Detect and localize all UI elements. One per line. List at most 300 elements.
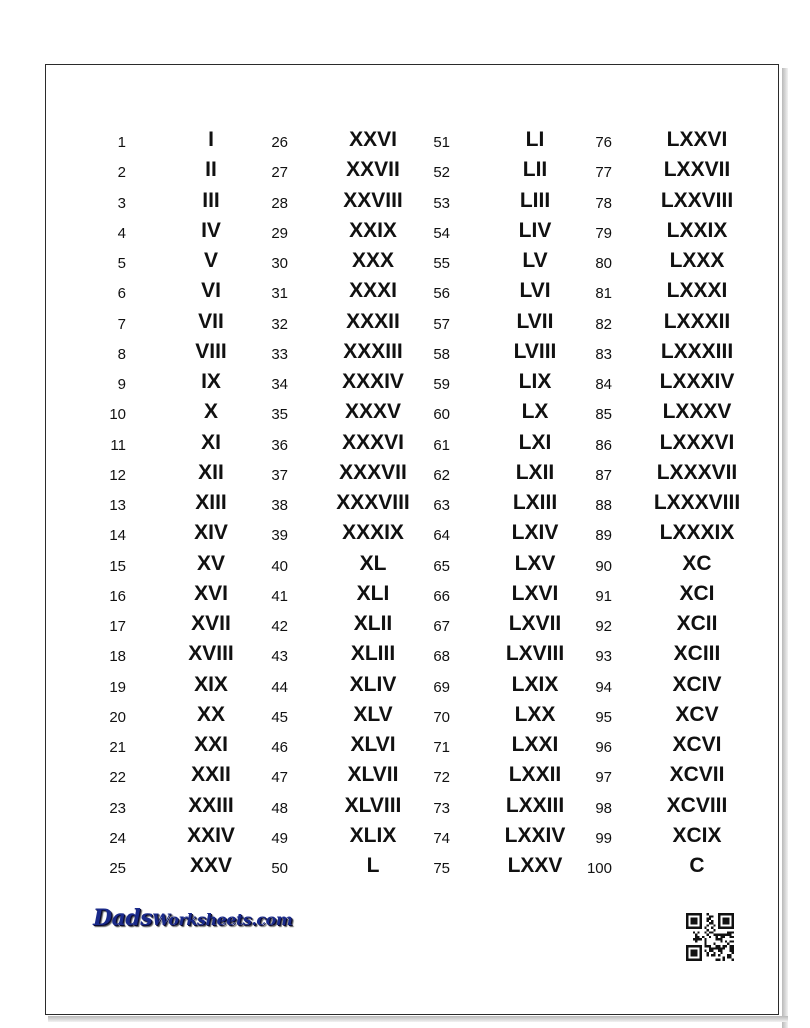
- arabic-number: 25: [109, 860, 126, 877]
- roman-numeral: VI: [201, 279, 221, 303]
- roman-numeral: XLVII: [347, 763, 399, 787]
- roman-numeral: XLI: [356, 581, 390, 605]
- roman-numeral: LVIII: [513, 339, 557, 363]
- numeral-row: [390, 853, 565, 883]
- roman-numeral: X: [203, 400, 218, 424]
- arabic-number: 46: [271, 739, 288, 756]
- numeral-row: [390, 309, 565, 339]
- roman-numeral: LIII: [519, 188, 551, 212]
- numeral-row: [552, 732, 727, 762]
- roman-numeral: LXXI: [511, 733, 559, 756]
- numeral-row: [390, 551, 565, 581]
- arabic-number: 13: [109, 497, 126, 514]
- roman-numeral: XLII: [353, 612, 393, 635]
- roman-numeral: XI: [201, 430, 221, 454]
- arabic-number: 36: [271, 436, 288, 454]
- roman-numeral: LV: [522, 249, 548, 272]
- arabic-number: 72: [433, 769, 450, 787]
- numeral-row: [228, 248, 403, 278]
- numeral-row: [228, 732, 403, 762]
- numeral-row: [552, 641, 727, 671]
- arabic-number: 82: [595, 315, 612, 333]
- roman-numeral: LIV: [518, 218, 552, 242]
- arabic-number: 94: [595, 678, 612, 696]
- numeral-row: [228, 520, 403, 550]
- roman-numeral: VII: [198, 309, 224, 333]
- roman-numeral: XCII: [676, 612, 718, 635]
- numeral-row: [552, 762, 727, 792]
- arabic-number: 61: [433, 436, 450, 454]
- roman-numeral: XII: [198, 460, 224, 484]
- numeral-row: [390, 369, 565, 399]
- numeral-row: [66, 702, 241, 732]
- arabic-number: 74: [433, 829, 450, 847]
- arabic-number: 59: [433, 376, 450, 393]
- numeral-row: [66, 157, 241, 187]
- numeral-row: [228, 399, 403, 429]
- roman-numeral: LXIV: [511, 521, 559, 545]
- roman-numeral: LXV: [514, 551, 556, 575]
- roman-numeral: LXX: [514, 702, 556, 726]
- numeral-row: [390, 732, 565, 762]
- roman-numeral: XC: [682, 551, 712, 575]
- numeral-row: [66, 581, 241, 611]
- arabic-number: 70: [433, 708, 450, 726]
- arabic-number: 2: [117, 164, 126, 182]
- arabic-number: 22: [109, 769, 126, 787]
- numeral-row: [228, 581, 403, 611]
- arabic-number: 85: [595, 406, 612, 424]
- numeral-row: [552, 460, 738, 490]
- numeral-column: [228, 127, 410, 883]
- roman-numeral: LXXXVIII: [653, 491, 741, 514]
- arabic-number: 93: [595, 648, 612, 666]
- arabic-number: 79: [595, 224, 612, 242]
- arabic-number: 5: [117, 255, 126, 272]
- roman-numeral: XXV: [189, 854, 233, 877]
- arabic-number: 44: [271, 678, 288, 696]
- numeral-row: [390, 278, 565, 308]
- numeral-row: [228, 793, 403, 823]
- arabic-number: 39: [271, 527, 288, 545]
- roman-numeral: LXXXI: [666, 279, 728, 303]
- numeral-row: [66, 823, 241, 853]
- roman-numeral: XCVIII: [666, 793, 728, 817]
- arabic-number: 66: [433, 587, 450, 605]
- roman-numeral: XVII: [191, 612, 231, 635]
- roman-numeral: LXXXVI: [659, 430, 735, 454]
- numeral-row: [66, 490, 241, 520]
- roman-numeral: L: [366, 854, 380, 877]
- numeral-row: [66, 339, 241, 369]
- roman-numeral: LIX: [518, 370, 552, 393]
- arabic-number: 41: [271, 587, 288, 605]
- numeral-row: [390, 490, 565, 520]
- arabic-number: 54: [433, 224, 450, 242]
- arabic-number: 95: [595, 708, 612, 726]
- arabic-number: 48: [271, 799, 288, 817]
- roman-numeral: LXXVII: [663, 158, 731, 182]
- numeral-row: [552, 551, 727, 581]
- numeral-row: [552, 611, 727, 641]
- arabic-number: 50: [271, 860, 288, 877]
- numeral-row: [66, 793, 241, 823]
- arabic-number: 49: [271, 829, 288, 847]
- arabic-number: 45: [271, 708, 288, 726]
- roman-numeral: XLVI: [350, 733, 396, 756]
- roman-numeral: XLIII: [350, 642, 396, 666]
- arabic-number: 27: [271, 164, 288, 182]
- page-shadow-bottom: [48, 1016, 788, 1022]
- numeral-row: [228, 127, 403, 157]
- arabic-number: 97: [595, 769, 612, 787]
- arabic-number: 77: [595, 164, 612, 182]
- roman-numeral: XXIII: [188, 793, 234, 817]
- arabic-number: 9: [117, 376, 126, 393]
- arabic-number: 91: [595, 587, 612, 605]
- arabic-number: 51: [433, 134, 450, 151]
- numeral-row: [228, 611, 403, 641]
- arabic-number: 96: [595, 739, 612, 756]
- arabic-number: 55: [433, 255, 450, 272]
- arabic-number: 11: [110, 436, 126, 454]
- arabic-number: 57: [433, 315, 450, 333]
- roman-numeral: XXX: [351, 249, 395, 272]
- numeral-row: [228, 218, 403, 248]
- numeral-row: [66, 218, 241, 248]
- numeral-row: [66, 732, 241, 762]
- numeral-row: [390, 188, 565, 218]
- roman-numeral: XIII: [195, 491, 227, 514]
- arabic-number: 23: [109, 799, 126, 817]
- qr-code-icon: [686, 913, 734, 961]
- numeral-column: [66, 127, 241, 883]
- roman-numeral: XCVII: [669, 763, 725, 787]
- arabic-number: 47: [271, 769, 288, 787]
- arabic-number: 19: [109, 678, 126, 696]
- numeral-columns: [46, 127, 778, 887]
- arabic-number: 34: [271, 376, 288, 393]
- numeral-row: [66, 520, 241, 550]
- numeral-row: [66, 853, 241, 883]
- arabic-number: 67: [433, 618, 450, 635]
- arabic-number: 84: [595, 376, 612, 393]
- numeral-row: [390, 339, 565, 369]
- numeral-row: [552, 188, 734, 218]
- numeral-row: [552, 369, 735, 399]
- arabic-number: 90: [595, 557, 612, 575]
- arabic-number: 42: [271, 618, 288, 635]
- arabic-number: 64: [433, 527, 450, 545]
- numeral-row: [66, 188, 241, 218]
- numeral-row: [552, 127, 727, 157]
- roman-numeral: LXXXIII: [660, 339, 734, 363]
- roman-numeral: LII: [522, 158, 548, 182]
- roman-numeral: XCV: [675, 702, 719, 726]
- arabic-number: 83: [595, 345, 612, 363]
- arabic-number: 24: [109, 829, 126, 847]
- roman-numeral: XLIX: [349, 823, 397, 847]
- roman-numeral: XCVI: [672, 733, 722, 756]
- roman-numeral: LXI: [518, 430, 552, 454]
- roman-numeral: LVI: [519, 279, 551, 303]
- numeral-row: [66, 611, 241, 641]
- numeral-row: [228, 157, 403, 187]
- roman-numeral: LXXV: [507, 854, 563, 877]
- arabic-number: 4: [117, 224, 126, 242]
- arabic-number: 76: [595, 134, 612, 151]
- roman-numeral: XXXVI: [342, 430, 404, 454]
- numeral-row: [390, 762, 565, 792]
- arabic-number: 40: [271, 557, 288, 575]
- arabic-number: 62: [433, 466, 450, 484]
- numeral-row: [390, 641, 565, 671]
- numeral-row: [66, 551, 241, 581]
- roman-numeral: IV: [201, 218, 221, 242]
- numeral-row: [552, 672, 727, 702]
- roman-numeral: XX: [196, 702, 225, 726]
- arabic-number: 52: [433, 164, 450, 182]
- numeral-row: [66, 762, 241, 792]
- arabic-number: 16: [109, 587, 126, 605]
- roman-numeral: LXXIII: [505, 793, 565, 817]
- roman-numeral: I: [208, 128, 214, 151]
- numeral-row: [66, 672, 241, 702]
- arabic-number: 60: [433, 406, 450, 424]
- roman-numeral: XXXVII: [339, 460, 407, 484]
- numeral-row: [552, 853, 727, 883]
- arabic-number: 18: [109, 648, 126, 666]
- arabic-number: 92: [595, 618, 612, 635]
- roman-numeral: IX: [201, 370, 221, 393]
- arabic-number: 68: [433, 648, 450, 666]
- numeral-row: [390, 672, 565, 702]
- roman-numeral: LXIX: [511, 672, 559, 696]
- roman-numeral: XVI: [194, 581, 228, 605]
- numeral-row: [390, 581, 565, 611]
- arabic-number: 100: [586, 860, 612, 877]
- roman-numeral: VIII: [195, 339, 227, 363]
- numeral-row: [66, 278, 241, 308]
- numeral-row: [228, 762, 403, 792]
- numeral-row: [228, 339, 403, 369]
- roman-numeral: XXVIII: [343, 188, 403, 212]
- roman-numeral: XXXIX: [342, 521, 404, 545]
- numeral-row: [390, 460, 565, 490]
- roman-numeral: XXVI: [349, 128, 397, 151]
- numeral-row: [390, 793, 565, 823]
- numeral-row: [390, 248, 565, 278]
- numeral-row: [552, 430, 735, 460]
- numeral-row: [228, 309, 403, 339]
- arabic-number: 53: [433, 194, 450, 212]
- numeral-row: [390, 702, 565, 732]
- numeral-row: [228, 490, 410, 520]
- roman-numeral: LXXXIX: [659, 521, 735, 545]
- arabic-number: 15: [109, 557, 126, 575]
- arabic-number: 8: [117, 345, 126, 363]
- roman-numeral: II: [205, 158, 217, 182]
- numeral-row: [390, 520, 565, 550]
- arabic-number: 65: [433, 557, 450, 575]
- roman-numeral: LXII: [515, 460, 555, 484]
- numeral-row: [552, 157, 731, 187]
- numeral-row: [552, 581, 727, 611]
- numeral-row: [66, 369, 241, 399]
- roman-numeral: LXXXIV: [659, 370, 735, 393]
- arabic-number: 7: [117, 315, 126, 333]
- arabic-number: 73: [433, 799, 450, 817]
- numeral-row: [390, 430, 565, 460]
- arabic-number: 80: [595, 255, 612, 272]
- roman-numeral: XXXI: [349, 279, 397, 303]
- roman-numeral: XIX: [194, 672, 228, 696]
- numeral-row: [228, 460, 407, 490]
- numeral-row: [228, 641, 403, 671]
- roman-numeral: III: [202, 188, 220, 212]
- roman-numeral: XCI: [679, 581, 715, 605]
- roman-numeral: C: [689, 854, 705, 877]
- numeral-row: [228, 188, 403, 218]
- roman-numeral: LXXX: [669, 249, 725, 272]
- numeral-row: [66, 430, 241, 460]
- arabic-number: 75: [433, 860, 450, 877]
- roman-numeral: XCIV: [672, 672, 722, 696]
- numeral-row: [228, 853, 403, 883]
- numeral-row: [552, 339, 734, 369]
- roman-numeral: LXXIX: [666, 218, 728, 242]
- numeral-row: [390, 399, 565, 429]
- numeral-row: [552, 520, 735, 550]
- roman-numeral: LXVII: [508, 612, 562, 635]
- roman-numeral: XXII: [191, 763, 231, 787]
- numeral-column: [552, 127, 741, 883]
- arabic-number: 29: [271, 224, 288, 242]
- numeral-row: [228, 278, 403, 308]
- roman-numeral: XXI: [194, 733, 228, 756]
- numeral-row: [228, 430, 403, 460]
- roman-numeral: XCIX: [672, 823, 722, 847]
- numeral-row: [552, 309, 731, 339]
- arabic-number: 98: [595, 799, 612, 817]
- arabic-number: 10: [109, 406, 126, 424]
- numeral-row: [228, 672, 403, 702]
- roman-numeral: LXXIV: [504, 823, 566, 847]
- numeral-row: [228, 369, 403, 399]
- arabic-number: 28: [271, 194, 288, 212]
- roman-numeral: XXXV: [344, 400, 402, 424]
- numeral-row: [552, 793, 727, 823]
- roman-numeral: LXXXV: [662, 400, 732, 424]
- numeral-row: [390, 611, 565, 641]
- roman-numeral: XXXIV: [342, 370, 404, 393]
- roman-numeral: XVIII: [188, 642, 234, 666]
- roman-numeral: XXVII: [346, 158, 400, 182]
- arabic-number: 81: [595, 285, 612, 303]
- roman-numeral: XLIV: [349, 672, 397, 696]
- arabic-number: 35: [271, 406, 288, 424]
- arabic-number: 58: [433, 345, 450, 363]
- roman-numeral: XXIX: [349, 218, 397, 242]
- arabic-number: 17: [109, 618, 126, 635]
- arabic-number: 87: [595, 466, 612, 484]
- arabic-number: 1: [117, 134, 126, 151]
- numeral-row: [390, 127, 565, 157]
- arabic-number: 56: [433, 285, 450, 303]
- roman-numeral: XCIII: [673, 642, 721, 666]
- numeral-row: [552, 399, 732, 429]
- arabic-number: 33: [271, 345, 288, 363]
- arabic-number: 78: [595, 194, 612, 212]
- arabic-number: 89: [595, 527, 612, 545]
- arabic-number: 86: [595, 436, 612, 454]
- numeral-row: [552, 218, 727, 248]
- numeral-row: [228, 702, 403, 732]
- roman-numeral: LXXXII: [663, 309, 731, 333]
- roman-numeral: LXXVIII: [660, 188, 734, 212]
- arabic-number: 32: [271, 315, 288, 333]
- roman-numeral: XXXII: [346, 309, 400, 333]
- arabic-number: 88: [595, 497, 612, 514]
- roman-numeral: LXVIII: [505, 642, 565, 666]
- arabic-number: 37: [271, 466, 288, 484]
- roman-numeral: XXIV: [187, 823, 235, 847]
- arabic-number: 99: [595, 829, 612, 847]
- roman-numeral: LXVI: [511, 581, 559, 605]
- roman-numeral: XL: [359, 551, 387, 575]
- arabic-number: 14: [109, 527, 126, 545]
- numeral-row: [390, 157, 565, 187]
- dadsworksheets-logo: [93, 905, 292, 931]
- arabic-number: 12: [109, 466, 126, 484]
- logo-dads: Dads: [93, 905, 153, 931]
- arabic-number: 38: [271, 497, 288, 514]
- numeral-row: [390, 218, 565, 248]
- arabic-number: 3: [117, 194, 126, 212]
- numeral-row: [66, 399, 241, 429]
- numeral-row: [66, 248, 241, 278]
- numeral-row: [228, 823, 403, 853]
- roman-numeral: XIV: [194, 521, 228, 545]
- numeral-row: [552, 823, 727, 853]
- arabic-number: 30: [271, 255, 288, 272]
- numeral-row: [66, 127, 241, 157]
- roman-numeral: LXIII: [512, 491, 558, 514]
- arabic-number: 69: [433, 678, 450, 696]
- worksheet-page: [45, 64, 779, 1015]
- numeral-row: [228, 551, 403, 581]
- roman-numeral: LXXII: [508, 763, 562, 787]
- roman-numeral: LX: [521, 400, 549, 424]
- numeral-row: [552, 278, 727, 308]
- arabic-number: 31: [271, 285, 288, 303]
- arabic-number: 26: [271, 134, 288, 151]
- arabic-number: 6: [117, 285, 126, 303]
- numeral-row: [66, 460, 241, 490]
- numeral-column: [390, 127, 565, 883]
- numeral-row: [66, 641, 241, 671]
- logo-worksheets: Worksheets.com: [152, 910, 293, 929]
- numeral-row: [552, 248, 727, 278]
- arabic-number: 71: [433, 739, 450, 756]
- roman-numeral: XLVIII: [344, 793, 402, 817]
- numeral-row: [66, 309, 241, 339]
- roman-numeral: XXXVIII: [336, 491, 410, 514]
- numeral-row: [390, 823, 565, 853]
- arabic-number: 20: [109, 708, 126, 726]
- numeral-row: [552, 702, 727, 732]
- roman-numeral: LI: [525, 128, 545, 151]
